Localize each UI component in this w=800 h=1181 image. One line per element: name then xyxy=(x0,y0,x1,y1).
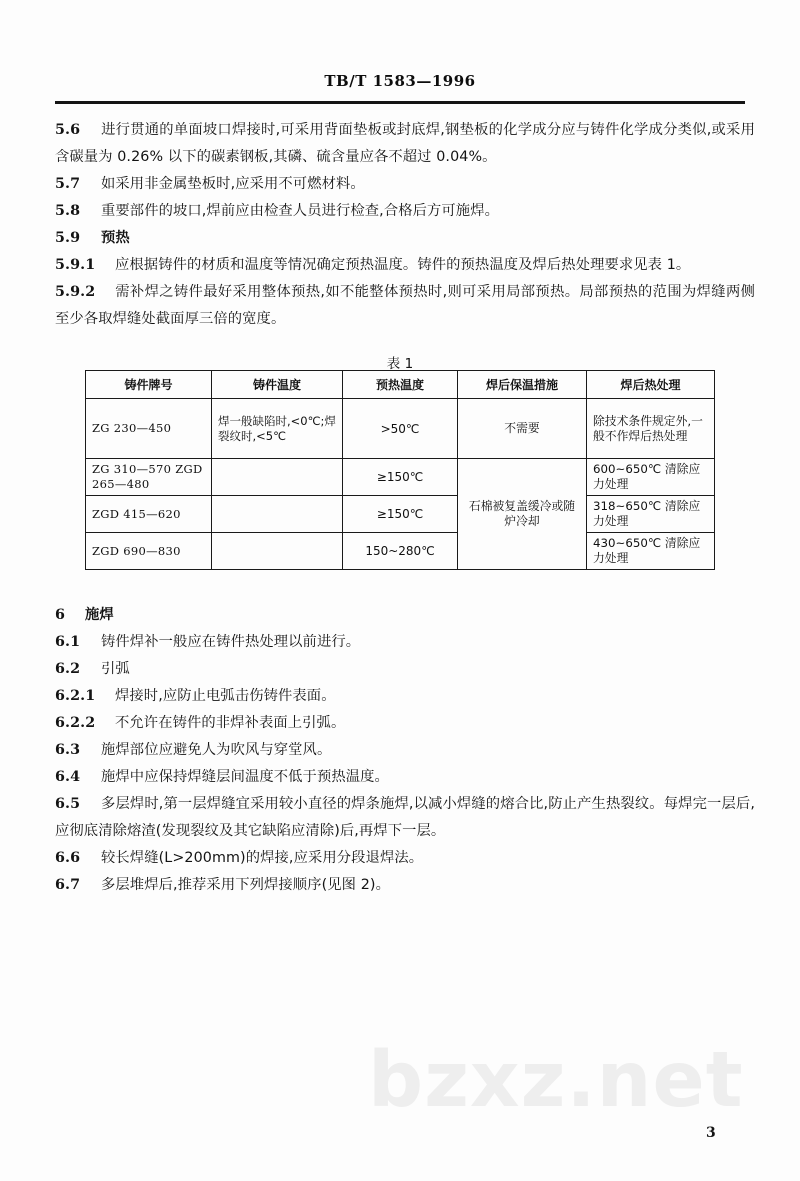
table-row xyxy=(86,533,715,570)
table-caption: 表 1 xyxy=(386,356,414,372)
cell-preheat-temp: ≥150℃ xyxy=(343,496,458,533)
header-divider xyxy=(55,101,745,104)
header-cell-brand: 铸件牌号 xyxy=(86,371,212,399)
clause-number: 6.2 xyxy=(55,661,81,677)
clause-text: 预热 xyxy=(101,230,130,246)
clause-number: 5.9 xyxy=(55,230,81,246)
clause-6-4 xyxy=(55,764,755,791)
lower-body-text xyxy=(55,590,755,899)
section-6 xyxy=(55,602,755,629)
header-cell-post-heat: 焊后热处理 xyxy=(587,371,715,399)
cell-post-heat: 600~650℃ 清除应力处理 xyxy=(587,459,715,496)
table-row xyxy=(86,399,715,459)
clause-5-8 xyxy=(55,198,755,225)
cell-brand: ZG 310—570 ZGD 265—480 xyxy=(86,459,212,496)
clause-6-2 xyxy=(55,656,755,683)
clause-number: 6.1 xyxy=(55,634,81,650)
clause-number: 5.7 xyxy=(55,176,81,192)
page-title: TB/T 1583—1996 xyxy=(324,72,476,90)
clause-number: 6.2.1 xyxy=(55,688,96,704)
cell-cast-temp xyxy=(212,496,343,533)
cell-keep-warm: 不需要 xyxy=(458,399,587,459)
page-number: 3 xyxy=(706,1125,716,1141)
cell-brand: ZGD 690—830 xyxy=(86,533,212,570)
header-cell-cast-temp: 铸件温度 xyxy=(212,371,343,399)
clause-text: 引弧 xyxy=(101,661,130,677)
clause-text: 重要部件的坡口,焊前应由检查人员进行检查,合格后方可施焊。 xyxy=(101,203,500,219)
clause-number: 6.5 xyxy=(55,796,81,812)
cell-keep-warm: 石棉被复盖缓冷或随炉冷却 xyxy=(458,459,587,570)
clause-6-6 xyxy=(55,845,755,872)
table-header-row xyxy=(86,371,715,399)
cell-post-heat: 除技术条件规定外,一般不作焊后热处理 xyxy=(587,399,715,459)
clause-text: 如采用非金属垫板时,应采用不可燃材料。 xyxy=(101,176,365,192)
clause-5-7 xyxy=(55,171,755,198)
clause-text: 进行贯通的单面坡口焊接时,可采用背面垫板或封底焊,钢垫板的化学成分应与铸件化学成分类似,或采用含碳量为 0.26% 以下的碳素钢板,其磷、硫含量应各不超过 0.04%。 xyxy=(55,122,755,165)
header-cell-keep-warm: 焊后保温措施 xyxy=(458,371,587,399)
preheat-table xyxy=(85,370,715,570)
clause-number: 6.6 xyxy=(55,850,81,866)
clause-6-2-2 xyxy=(55,710,755,737)
clause-text: 多层焊时,第一层焊缝宜采用较小直径的焊条施焊,以减小焊缝的熔合比,防止产生热裂纹。每焊完一层后,应彻底清除熔渣(发现裂纹及其它缺陷应清除)后,再焊下一层。 xyxy=(55,796,755,839)
header-cell-preheat-temp: 预热温度 xyxy=(343,371,458,399)
cell-brand: ZG 230—450 xyxy=(86,399,212,459)
site-watermark: bzxz.net xyxy=(368,1036,744,1125)
clause-number: 6.2.2 xyxy=(55,715,96,731)
cell-cast-temp: 焊一般缺陷时,<0℃;焊裂纹时,<5℃ xyxy=(212,399,343,459)
clause-text: 需补焊之铸件最好采用整体预热,如不能整体预热时,则可采用局部预热。局部预热的范围为焊缝两侧至少各取焊缝处截面厚三倍的宽度。 xyxy=(55,284,755,327)
upper-body-text xyxy=(55,117,755,333)
clause-5-6 xyxy=(55,117,755,171)
cell-brand: ZGD 415—620 xyxy=(86,496,212,533)
clause-6-7 xyxy=(55,872,755,899)
table-row xyxy=(86,459,715,496)
clause-text: 施焊中应保持焊缝层间温度不低于预热温度。 xyxy=(101,769,389,785)
clause-number: 5.6 xyxy=(55,122,81,138)
clause-number: 5.9.1 xyxy=(55,257,96,273)
table-row xyxy=(86,496,715,533)
clause-text: 较长焊缝(L>200mm)的焊接,应采用分段退焊法。 xyxy=(101,850,424,866)
cell-cast-temp xyxy=(212,533,343,570)
clause-6-2-1 xyxy=(55,683,755,710)
clause-number: 5.8 xyxy=(55,203,81,219)
clause-text: 应根据铸件的材质和温度等情况确定预热温度。铸件的预热温度及焊后热处理要求见表 1。 xyxy=(115,257,691,273)
clause-text: 施焊部位应避免人为吹风与穿堂风。 xyxy=(101,742,332,758)
clause-5-9-1 xyxy=(55,252,755,279)
clause-text: 铸件焊补一般应在铸件热处理以前进行。 xyxy=(101,634,361,650)
cell-preheat-temp: ≥150℃ xyxy=(343,459,458,496)
cell-post-heat: 318~650℃ 清除应力处理 xyxy=(587,496,715,533)
clause-6-1 xyxy=(55,629,755,656)
clause-text: 焊接时,应防止电弧击伤铸件表面。 xyxy=(115,688,336,704)
clause-6-3 xyxy=(55,737,755,764)
clause-number: 6.3 xyxy=(55,742,81,758)
clause-5-9-2 xyxy=(55,279,755,333)
clause-6-5 xyxy=(55,791,755,845)
clause-number: 6.4 xyxy=(55,769,81,785)
clause-text: 多层堆焊后,推荐采用下列焊接顺序(见图 2)。 xyxy=(101,877,390,893)
clause-text: 不允许在铸件的非焊补表面上引弧。 xyxy=(115,715,346,731)
clause-5-9 xyxy=(55,225,755,252)
cell-preheat-temp: >50℃ xyxy=(343,399,458,459)
section-title: 施焊 xyxy=(85,607,114,623)
cell-post-heat: 430~650℃ 清除应力处理 xyxy=(587,533,715,570)
cell-preheat-temp: 150~280℃ xyxy=(343,533,458,570)
clause-number: 5.9.2 xyxy=(55,284,96,300)
cell-cast-temp xyxy=(212,459,343,496)
clause-number: 6.7 xyxy=(55,877,81,893)
section-number: 6 xyxy=(55,607,66,623)
